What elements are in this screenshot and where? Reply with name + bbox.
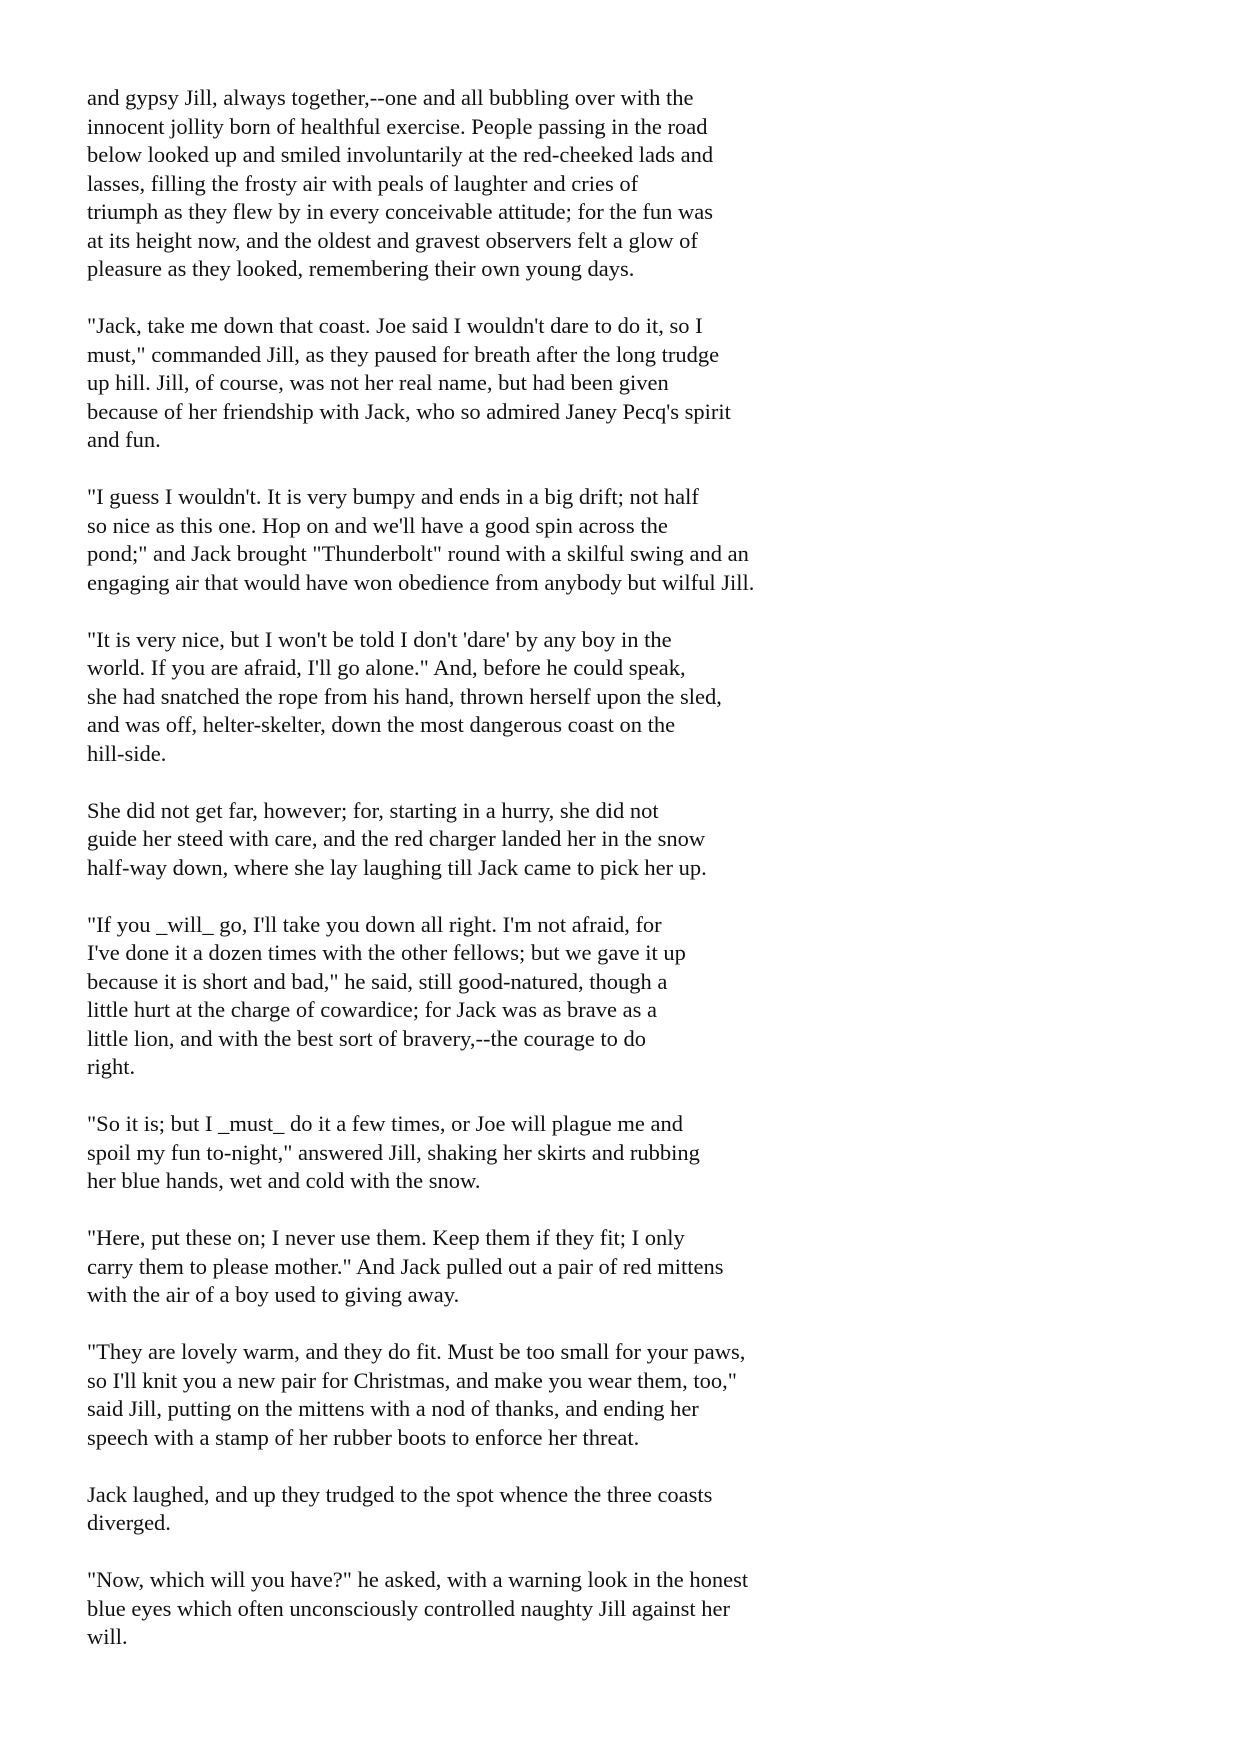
text-line: right.: [87, 1054, 136, 1079]
text-line: engaging air that would have won obedience from anybody but wilful Jill.: [87, 569, 755, 595]
text-line: hill-side.: [87, 740, 167, 766]
text-line: triumph as they flew by in every conceivable attitude; for the fun was: [87, 199, 714, 224]
paragraph: [87, 797, 1187, 883]
paragraph: [87, 1566, 1187, 1652]
text-line: guide her steed with care, and the red charger landed her in the snow: [87, 826, 706, 851]
text-line: so nice as this one. Hop on and we'll have a good spin across the: [87, 512, 668, 538]
text-line: little hurt at the charge of cowardice; for Jack was as brave as a: [87, 997, 657, 1022]
text-line: spoil my fun to-night," answered Jill, shaking her skirts and rubbing: [87, 1139, 700, 1165]
text-line: world. If you are afraid, I'll go alone." And, before he could speak,: [87, 655, 686, 680]
paragraph: [87, 483, 1187, 597]
paragraph: [87, 1224, 1187, 1310]
text-line: She did not get far, however; for, starting in a hurry, she did not: [87, 797, 659, 823]
paragraph: [87, 1481, 1187, 1538]
text-line: because of her friendship with Jack, who so admired Janey Pecq's spirit: [87, 398, 731, 424]
text-line: below looked up and smiled involuntarily at the red-cheeked lads and: [87, 142, 714, 167]
text-line: pleasure as they looked, remembering their own young days.: [87, 256, 635, 281]
text-line: said Jill, putting on the mittens with a nod of thanks, and ending her: [87, 1396, 699, 1421]
text-line: "Here, put these on; I never use them. Keep them if they fit; I only: [87, 1225, 685, 1250]
text-line: will.: [87, 1624, 128, 1649]
paragraph: [87, 312, 1187, 455]
text-line: carry them to please mother." And Jack pulled out a pair of red mittens: [87, 1253, 724, 1279]
paragraph: [87, 911, 1187, 1082]
paragraph: [87, 626, 1187, 769]
text-line: lasses, filling the frosty air with peals of laughter and cries of: [87, 170, 639, 196]
text-line: innocent jollity born of healthful exercise. People passing in the road: [87, 113, 708, 139]
text-line: "So it is; but I _must_ do it a few times, or Joe will plague me and: [87, 1111, 683, 1136]
paragraph: [87, 84, 1187, 284]
text-line: and gypsy Jill, always together,--one and all bubbling over with the: [87, 85, 694, 110]
paragraph: [87, 1338, 1187, 1452]
text-line: pond;" and Jack brought "Thunderbolt" round with a skilful swing and an: [87, 541, 749, 566]
text-line: I've done it a dozen times with the other fellows; but we gave it up: [87, 940, 686, 965]
text-line: blue eyes which often unconsciously controlled naughty Jill against her: [87, 1595, 730, 1621]
text-line: must," commanded Jill, as they paused for breath after the long trudge: [87, 341, 720, 367]
text-line: and was off, helter-skelter, down the most dangerous coast on the: [87, 712, 676, 737]
text-line: "Now, which will you have?" he asked, with a warning look in the honest: [87, 1567, 749, 1592]
text-line: speech with a stamp of her rubber boots to enforce her threat.: [87, 1424, 640, 1450]
paragraph: [87, 1110, 1187, 1196]
text-line: "Jack, take me down that coast. Joe said I wouldn't dare to do it, so I: [87, 313, 703, 338]
text-line: little lion, and with the best sort of bravery,--the courage to do: [87, 1025, 647, 1051]
text-line: "They are lovely warm, and they do fit. Must be too small for your paws,: [87, 1339, 746, 1364]
text-line: she had snatched the rope from his hand, thrown herself upon the sled,: [87, 683, 722, 709]
text-line: and fun.: [87, 427, 161, 452]
text-line: because it is short and bad," he said, still good-natured, though a: [87, 968, 668, 994]
text-line: with the air of a boy used to giving away.: [87, 1282, 460, 1307]
text-line: at its height now, and the oldest and gravest observers felt a glow of: [87, 227, 698, 253]
text-line: Jack laughed, and up they trudged to the spot whence the three coasts: [87, 1481, 713, 1507]
text-line: "It is very nice, but I won't be told I don't 'dare' by any boy in the: [87, 626, 672, 652]
text-line: her blue hands, wet and cold with the snow.: [87, 1168, 481, 1193]
document-page: [87, 84, 1187, 1680]
text-line: diverged.: [87, 1510, 171, 1535]
text-line: "I guess I wouldn't. It is very bumpy and ends in a big drift; not half: [87, 484, 699, 509]
text-line: "If you _will_ go, I'll take you down all right. I'm not afraid, for: [87, 911, 662, 937]
text-line: so I'll knit you a new pair for Christmas, and make you wear them, too,": [87, 1367, 737, 1393]
text-line: up hill. Jill, of course, was not her real name, but had been given: [87, 370, 669, 395]
text-line: half-way down, where she lay laughing till Jack came to pick her up.: [87, 854, 707, 880]
